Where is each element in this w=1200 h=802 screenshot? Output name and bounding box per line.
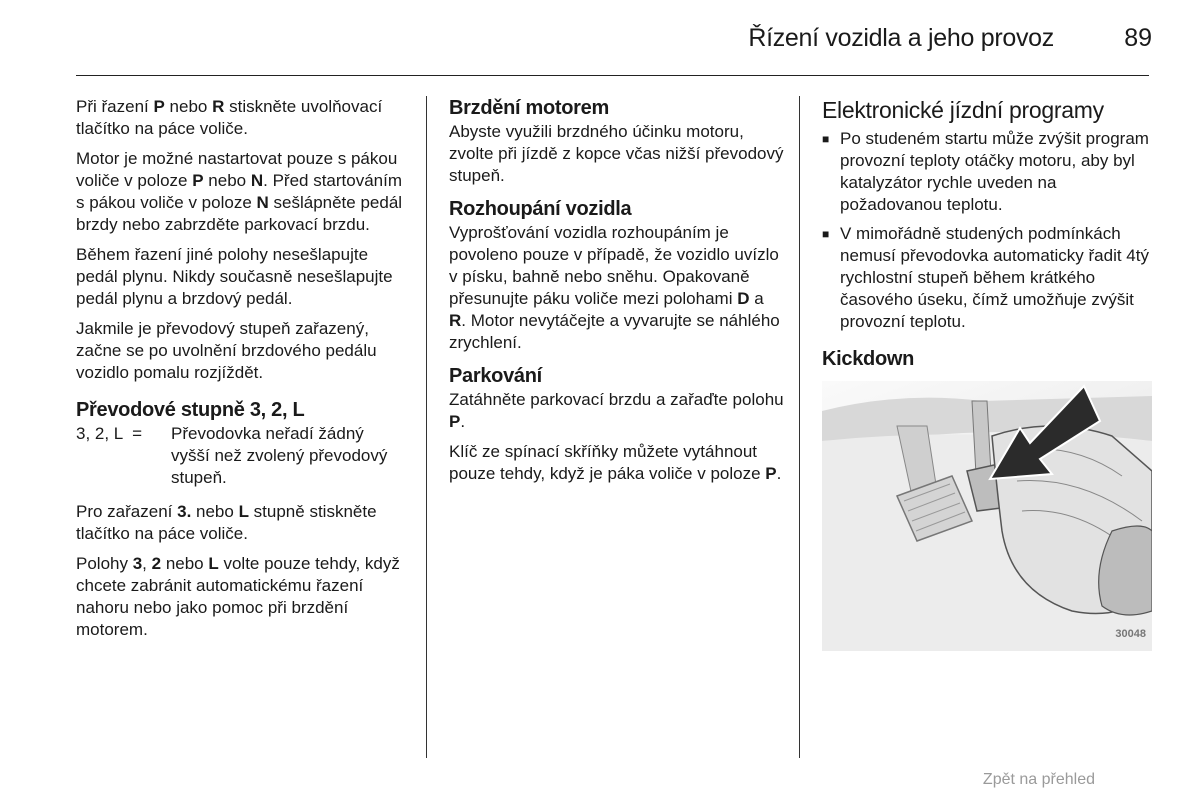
gear-r: R [212, 97, 225, 116]
text: nebo [203, 171, 251, 190]
gear-3: 3 [132, 554, 143, 573]
section-heading-engine-braking: Brzdění motorem [449, 97, 609, 119]
paragraph [449, 222, 784, 354]
text: Vyprošťování vozidla rozhoupáním je povoleno pouze v případě, že vozidlo uvízlo v písku, bahně nebo sněhu. Opakovaně přesunujte páku voliče mezi polohami [449, 223, 779, 308]
square-bullet-icon: ■ [822, 132, 830, 146]
text: . Před startováním s pákou voliče v poloze [76, 171, 403, 212]
definition-row [76, 423, 406, 489]
gear-d: D [737, 289, 750, 308]
column-2 [449, 96, 784, 493]
paragraph [76, 148, 406, 236]
text: nebo [191, 502, 239, 521]
paragraph: Během řazení jiné polohy nesešlapujte pedál plynu. Nikdy současně nesešlapujte pedál plynu a brzdový pedál. [76, 245, 393, 308]
text: Pro zařazení [76, 502, 178, 521]
gear-p: P [765, 464, 777, 483]
page-number: 89 [1124, 24, 1152, 52]
text: sešlápněte pedál brzdy nebo zabrzděte parkovací brzdu. [76, 193, 403, 234]
column-divider-1 [426, 96, 427, 758]
paragraph [76, 553, 406, 641]
paragraph [76, 96, 406, 140]
text: Motor je možné nastartovat pouze s pákou voliče v poloze [76, 149, 398, 190]
gear-3: 3. [177, 502, 192, 521]
section-heading-parking: Parkování [449, 365, 542, 387]
paragraph [76, 501, 406, 545]
definition-text: Převodovka neřadí žádný vyšší než zvolený převodový stupeň. [171, 424, 388, 487]
text: stupně stiskněte tlačítko na páce voliče. [76, 502, 377, 543]
square-bullet-icon: ■ [822, 227, 830, 241]
pedal-foot-arrow-icon [822, 381, 1152, 651]
text: nebo [164, 97, 213, 116]
section-heading-rocking: Rozhoupání vozidla [449, 198, 632, 220]
list-item-text: V mimořádně studených podmínkách nemusí převodovka automaticky řadit 4tý rychlostní stupeň během krátkého časového úseku, čímž umožňuje zvýšit provozní teplotu. [840, 224, 1149, 331]
paragraph: Jakmile je převodový stupeň zařazený, začne se po uvolnění brzdového pedálu vozidlo pomalu rozjíždět. [76, 319, 377, 382]
gear-p: P [153, 97, 165, 116]
column-3 [822, 96, 1152, 651]
kickdown-illustration [822, 381, 1152, 651]
list-item [822, 128, 1152, 216]
gear-n: N [256, 193, 269, 212]
text: stiskněte uvolňovací tlačítko na páce voliče. [76, 97, 383, 138]
gear-l: L [238, 502, 249, 521]
section-heading-kickdown: Kickdown [822, 348, 915, 370]
text: nebo [161, 554, 209, 573]
back-to-overview-link[interactable]: Zpět na přehled [982, 771, 1095, 788]
gear-l: L [208, 554, 219, 573]
text: Klíč ze spínací skříňky můžete vytáhnout pouze tehdy, když je páka voliče v poloze [449, 442, 766, 483]
paragraph [449, 389, 784, 433]
header-divider [76, 75, 1149, 76]
paragraph: Abyste využili brzdného účinku motoru, zvolte při jízdě z kopce včas nižší převodový stupeň. [449, 122, 784, 185]
paragraph [449, 441, 784, 485]
column-1 [76, 96, 406, 649]
page-title: Řízení vozidla a jeho provoz [748, 24, 1054, 52]
text: volte pouze tehdy, když chcete zabránit automatickému řazení nahoru nebo jako pomoc při brzdění motorem. [76, 554, 400, 639]
column-divider-2 [799, 96, 800, 758]
text: Při řazení [76, 97, 154, 116]
text: Zatáhněte parkovací brzdu a zařaďte polohu [449, 390, 784, 409]
text: . Motor nevytáčejte a vyvarujte se náhlého zrychlení. [449, 311, 780, 352]
text: Polohy [76, 554, 133, 573]
text: a [749, 289, 764, 308]
gear-2: 2 [151, 554, 162, 573]
figure-number: 30048 [1115, 628, 1146, 640]
list-item-text: Po studeném startu může zvýšit program provozní teploty otáčky motoru, aby byl katalyzátor rychle uveden na požadovanou teplotu. [840, 129, 1149, 214]
gear-r: R [449, 311, 462, 330]
definition-term: 3, 2, L = [76, 424, 142, 443]
section-heading-electronic-programs: Elektronické jízdní programy [822, 97, 1104, 123]
text: . [460, 412, 466, 431]
text: , [142, 554, 152, 573]
list-item [822, 223, 1152, 333]
gear-n: N [250, 171, 264, 190]
section-heading-gears: Převodové stupně 3, 2, L [76, 399, 305, 421]
gear-p: P [192, 171, 204, 190]
gear-p: P [449, 412, 461, 431]
text: . [776, 464, 782, 483]
